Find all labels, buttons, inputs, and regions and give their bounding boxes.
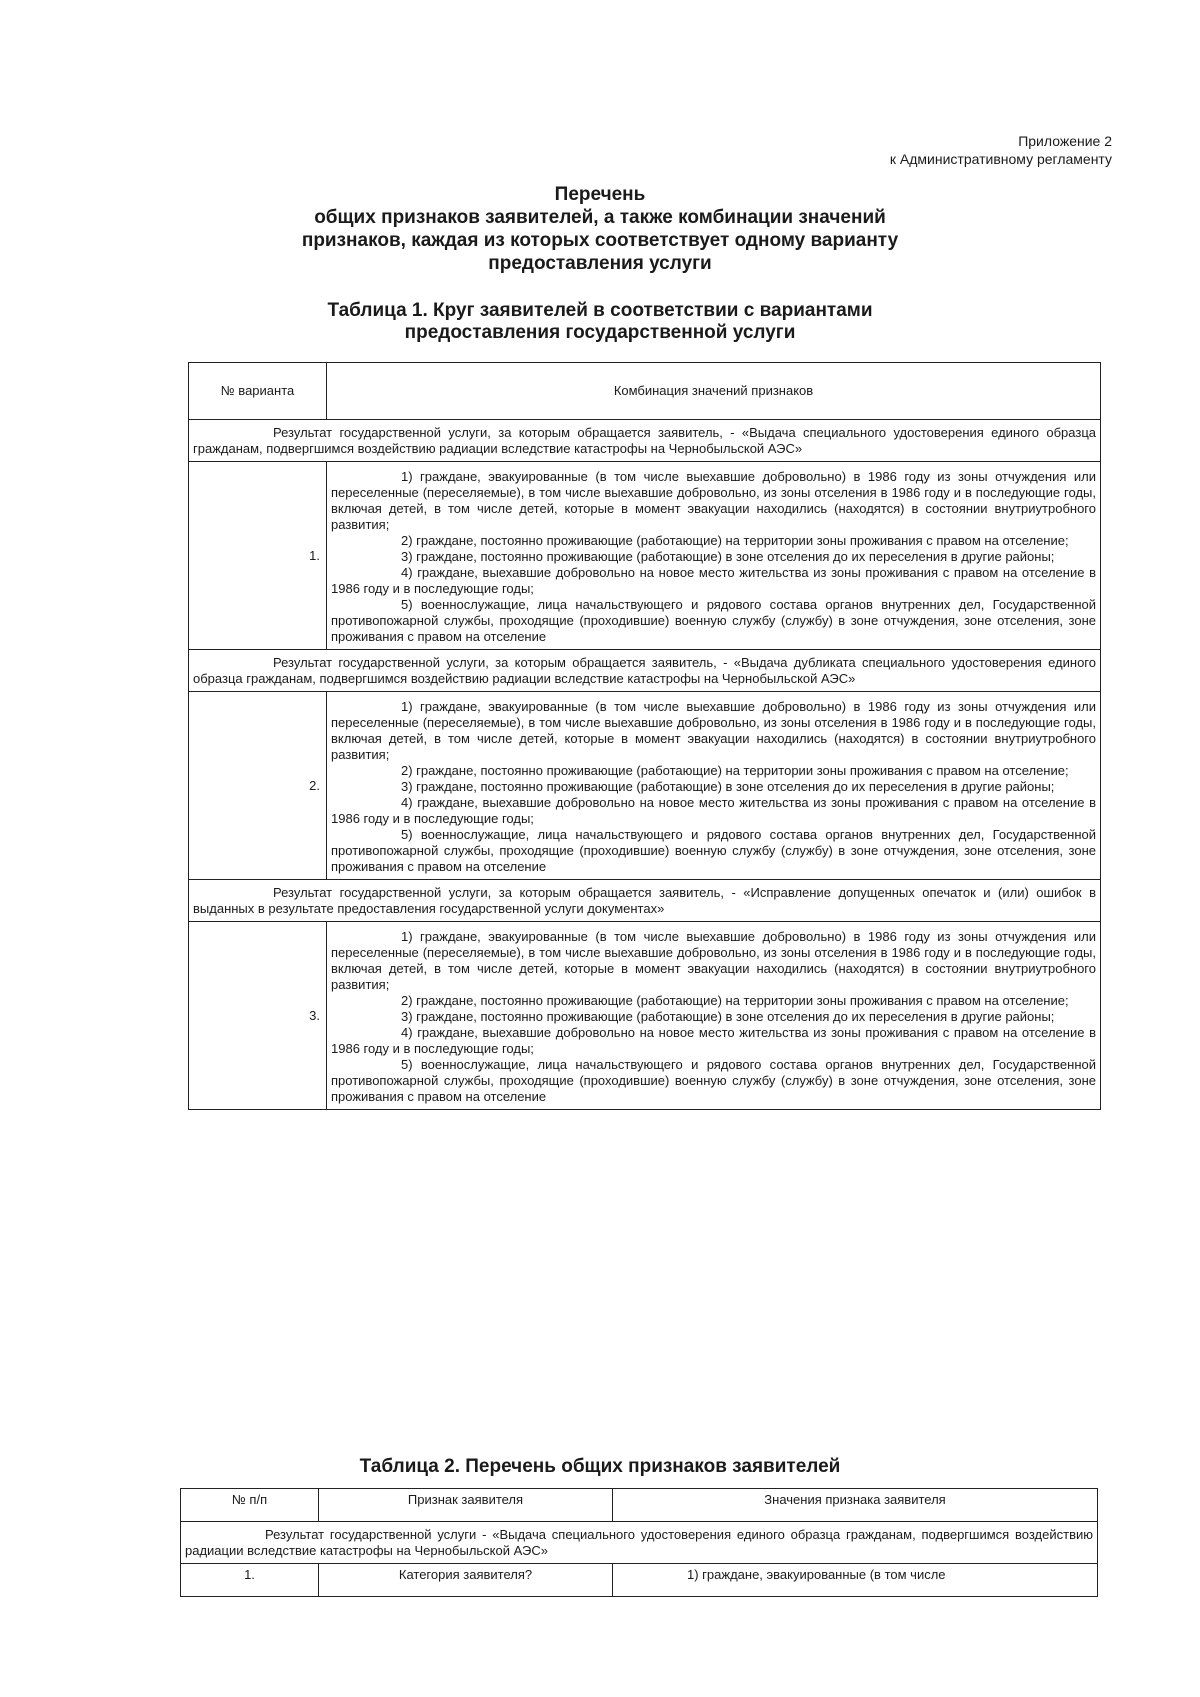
combination-item: 3) граждане, постоянно проживающие (работающие) в зоне отселения до их переселения в другие районы; xyxy=(401,779,1055,794)
table2-header-value: Значения признака заявителя xyxy=(613,1489,1098,1522)
table1-header-combo: Комбинация значений признаков xyxy=(327,363,1101,420)
table1-variant-row xyxy=(189,922,1101,1110)
result-text: Результат государственной услуги - «Выдача специального удостоверения единого образца гражданам, подвергшимся воздействию радиации вследствие катастрофы на Чернобыльской АЭС» xyxy=(181,1522,1098,1564)
combination-item: 4) граждане, выехавшие добровольно на новое место жительства из зоны проживания с правом на отселение в 1986 году и в последующие годы; xyxy=(331,795,1096,826)
combination-item: 5) военнослужащие, лица начальствующего и рядового состава органов внутренних дел, Государственной противопожарной службы, проходящие (проходившие) военную службу (службу) в зоне отчуждения, зоне отселения, зоне проживания с правом на отселение xyxy=(331,1057,1096,1104)
table1-variant-row xyxy=(189,462,1101,650)
title-line-1: Перечень xyxy=(554,184,646,205)
table1-result-row xyxy=(189,650,1101,692)
combination-item: 5) военнослужащие, лица начальствующего и рядового состава органов внутренних дел, Государственной противопожарной службы, проходящие (проходившие) военную службу (службу) в зоне отчуждения, зоне отселения, зоне проживания с правом на отселение xyxy=(331,827,1096,874)
table1-result-row xyxy=(189,880,1101,922)
combination-item: 1) граждане, эвакуированные (в том числе выехавшие добровольно) в 1986 году из зоны отчуждения или переселенные (переселяемые), в том числе выехавшие добровольно, из зоны отселения в 1986 году и в последующие годы, включая детей, в том числе детей, которые в момент эвакуации находились (находятся) в состоянии внутриутробного развития; xyxy=(331,929,1096,992)
table1-variant-row xyxy=(189,692,1101,880)
variant-combination xyxy=(327,692,1101,880)
variant-combination xyxy=(327,922,1101,1110)
combination-item: 5) военнослужащие, лица начальствующего и рядового состава органов внутренних дел, Государственной противопожарной службы, проходящие (проходившие) военную службу (службу) в зоне отчуждения, зоне отселения, зоне проживания с правом на отселение xyxy=(331,597,1096,644)
table2-title: Таблица 2. Перечень общих признаков заявителей xyxy=(359,1456,841,1477)
result-text: Результат государственной услуги, за которым обращается заявитель, - «Исправление допущенных опечаток и (или) ошибок в выданных в результате предоставления государственной услуги документах» xyxy=(189,880,1101,922)
row-number: 1. xyxy=(181,1564,319,1597)
combination-item: 2) граждане, постоянно проживающие (работающие) на территории зоны проживания с правом на отселение; xyxy=(401,993,1069,1008)
table1-result-row xyxy=(189,420,1101,462)
annex-line-2: к Административному регламенту xyxy=(889,151,1112,167)
table1-title-line-2: предоставления государственной услуги xyxy=(404,322,796,343)
row-value: 1) граждане, эвакуированные (в том числе xyxy=(613,1564,1098,1597)
combination-item: 4) граждане, выехавшие добровольно на новое место жительства из зоны проживания с правом на отселение в 1986 году и в последующие годы; xyxy=(331,565,1096,596)
combination-item: 2) граждане, постоянно проживающие (работающие) на территории зоны проживания с правом на отселение; xyxy=(401,533,1069,548)
table1-title xyxy=(180,300,1020,344)
table-row xyxy=(181,1564,1098,1597)
combination-item: 4) граждане, выехавшие добровольно на новое место жительства из зоны проживания с правом на отселение в 1986 году и в последующие годы; xyxy=(331,1025,1096,1056)
title-line-3: признаков, каждая из которых соответствует одному варианту xyxy=(301,230,899,251)
row-feature: Категория заявителя? xyxy=(319,1564,613,1597)
title-line-2: общих признаков заявителей, а также комбинации значений xyxy=(314,207,886,228)
variant-number: 3. xyxy=(189,922,327,1110)
combination-item: 2) граждане, постоянно проживающие (работающие) на территории зоны проживания с правом на отселение; xyxy=(401,763,1069,778)
table1-header-num: № варианта xyxy=(189,363,327,420)
annex-line-1: Приложение 2 xyxy=(1018,133,1112,149)
combination-item: 1) граждане, эвакуированные (в том числе выехавшие добровольно) в 1986 году из зоны отчуждения или переселенные (переселяемые), в том числе выехавшие добровольно, из зоны отселения в 1986 году и в последующие годы, включая детей, в том числе детей, которые в момент эвакуации находились (находятся) в состоянии внутриутробного развития; xyxy=(331,699,1096,762)
annex-note xyxy=(890,132,1112,168)
table2-header-row xyxy=(181,1489,1098,1522)
table2 xyxy=(180,1488,1098,1597)
result-text: Результат государственной услуги, за которым обращается заявитель, - «Выдача дубликата специального удостоверения единого образца гражданам, подвергшимся воздействию радиации вследствие катастрофы на Чернобыльской АЭС» xyxy=(189,650,1101,692)
table2-result-row xyxy=(181,1522,1098,1564)
combination-item: 3) граждане, постоянно проживающие (работающие) в зоне отселения до их переселения в другие районы; xyxy=(401,549,1055,564)
variant-number: 2. xyxy=(189,692,327,880)
table1 xyxy=(188,362,1101,1110)
table2-header-num: № п/п xyxy=(181,1489,319,1522)
title-line-4: предоставления услуги xyxy=(488,253,712,274)
table2-header-feature: Признак заявителя xyxy=(319,1489,613,1522)
variant-combination xyxy=(327,462,1101,650)
combination-item: 3) граждане, постоянно проживающие (работающие) в зоне отселения до их переселения в другие районы; xyxy=(401,1009,1055,1024)
table1-header-row xyxy=(189,363,1101,420)
table1-title-line-1: Таблица 1. Круг заявителей в соответствии с вариантами xyxy=(327,300,873,321)
result-text: Результат государственной услуги, за которым обращается заявитель, - «Выдача специального удостоверения единого образца гражданам, подвергшимся воздействию радиации вследствие катастрофы на Чернобыльской АЭС» xyxy=(189,420,1101,462)
combination-item: 1) граждане, эвакуированные (в том числе выехавшие добровольно) в 1986 году из зоны отчуждения или переселенные (переселяемые), в том числе выехавшие добровольно, из зоны отселения в 1986 году и в последующие годы, включая детей, в том числе детей, которые в момент эвакуации находились (находятся) в состоянии внутриутробного развития; xyxy=(331,469,1096,532)
variant-number: 1. xyxy=(189,462,327,650)
document-title xyxy=(180,183,1020,275)
